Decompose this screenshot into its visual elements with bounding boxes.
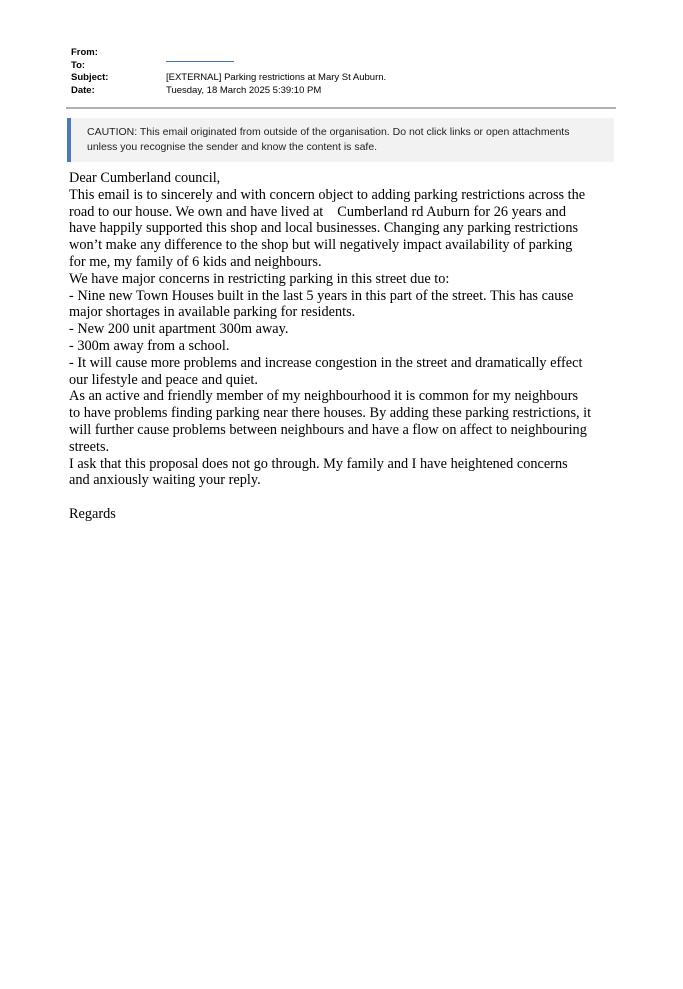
body-line: major shortages in available parking for residents.	[69, 304, 356, 321]
date-value: Tuesday, 18 March 2025 5:39:10 PM	[166, 84, 322, 96]
body-line: I ask that this proposal does not go through. My family and I have heightened concerns	[69, 455, 568, 472]
redacted-recipient-link[interactable]	[166, 61, 234, 62]
greeting: Dear Cumberland council,	[69, 170, 221, 186]
body-line: We have major concerns in restricting parking in this street due to:	[69, 270, 450, 287]
body-line: - New 200 unit apartment 300m away.	[69, 321, 289, 338]
body-line-part: road to our house. We own and have lived at	[69, 203, 324, 220]
subject-value: [EXTERNAL] Parking restrictions at Mary St Auburn.	[166, 72, 387, 83]
signoff: Regards	[69, 506, 116, 523]
body-line: As an active and friendly member of my neighbourhood it is common for my neighbours	[69, 388, 579, 405]
body-line: our lifestyle and peace and quiet.	[69, 371, 258, 388]
body-line: for me, my family of 6 kids and neighbours.	[69, 253, 322, 270]
from-row	[71, 47, 616, 60]
body-line: streets.	[69, 438, 110, 455]
subject-label: Subject:	[71, 72, 109, 83]
header-divider	[66, 107, 616, 109]
paragraph-spacer	[69, 489, 617, 506]
body-line	[69, 204, 617, 221]
body-line: - 300m away from a school.	[69, 337, 230, 354]
body-line: to have problems finding parking near there houses. By adding these parking restrictions, it	[69, 405, 592, 422]
to-value	[166, 60, 616, 73]
subject-row	[71, 72, 616, 85]
body-line: - Nine new Town Houses built in the last 5 years in this part of the street. This has cause	[69, 287, 574, 304]
body-line: and anxiously waiting your reply.	[69, 472, 261, 489]
body-line: have happily supported this shop and local businesses. Changing any parking restrictions	[69, 220, 579, 237]
date-label: Date:	[71, 84, 95, 96]
email-header	[71, 47, 616, 97]
to-label: To:	[71, 59, 86, 71]
body-line: won’t make any difference to the shop but will negatively impact availability of parking	[69, 237, 573, 254]
body-line: This email is to sincerely and with concern object to adding parking restrictions across the	[69, 186, 586, 203]
caution-line-2: unless you recognise the sender and know the content is safe.	[87, 141, 378, 153]
to-row	[71, 60, 616, 73]
from-label: From:	[71, 47, 98, 58]
body-line: - It will cause more problems and increase congestion in the street and dramatically effect	[69, 354, 583, 371]
email-body	[69, 170, 617, 523]
body-line-part: Cumberland rd Auburn for 26 years and	[337, 203, 566, 220]
caution-line-1: CAUTION: This email originated from outside of the organisation. Do not click links or open attachments	[87, 126, 570, 138]
body-line: will further cause problems between neighbours and have a flow on affect to neighbouring	[69, 421, 587, 438]
date-row	[71, 85, 616, 98]
caution-banner	[67, 118, 614, 162]
